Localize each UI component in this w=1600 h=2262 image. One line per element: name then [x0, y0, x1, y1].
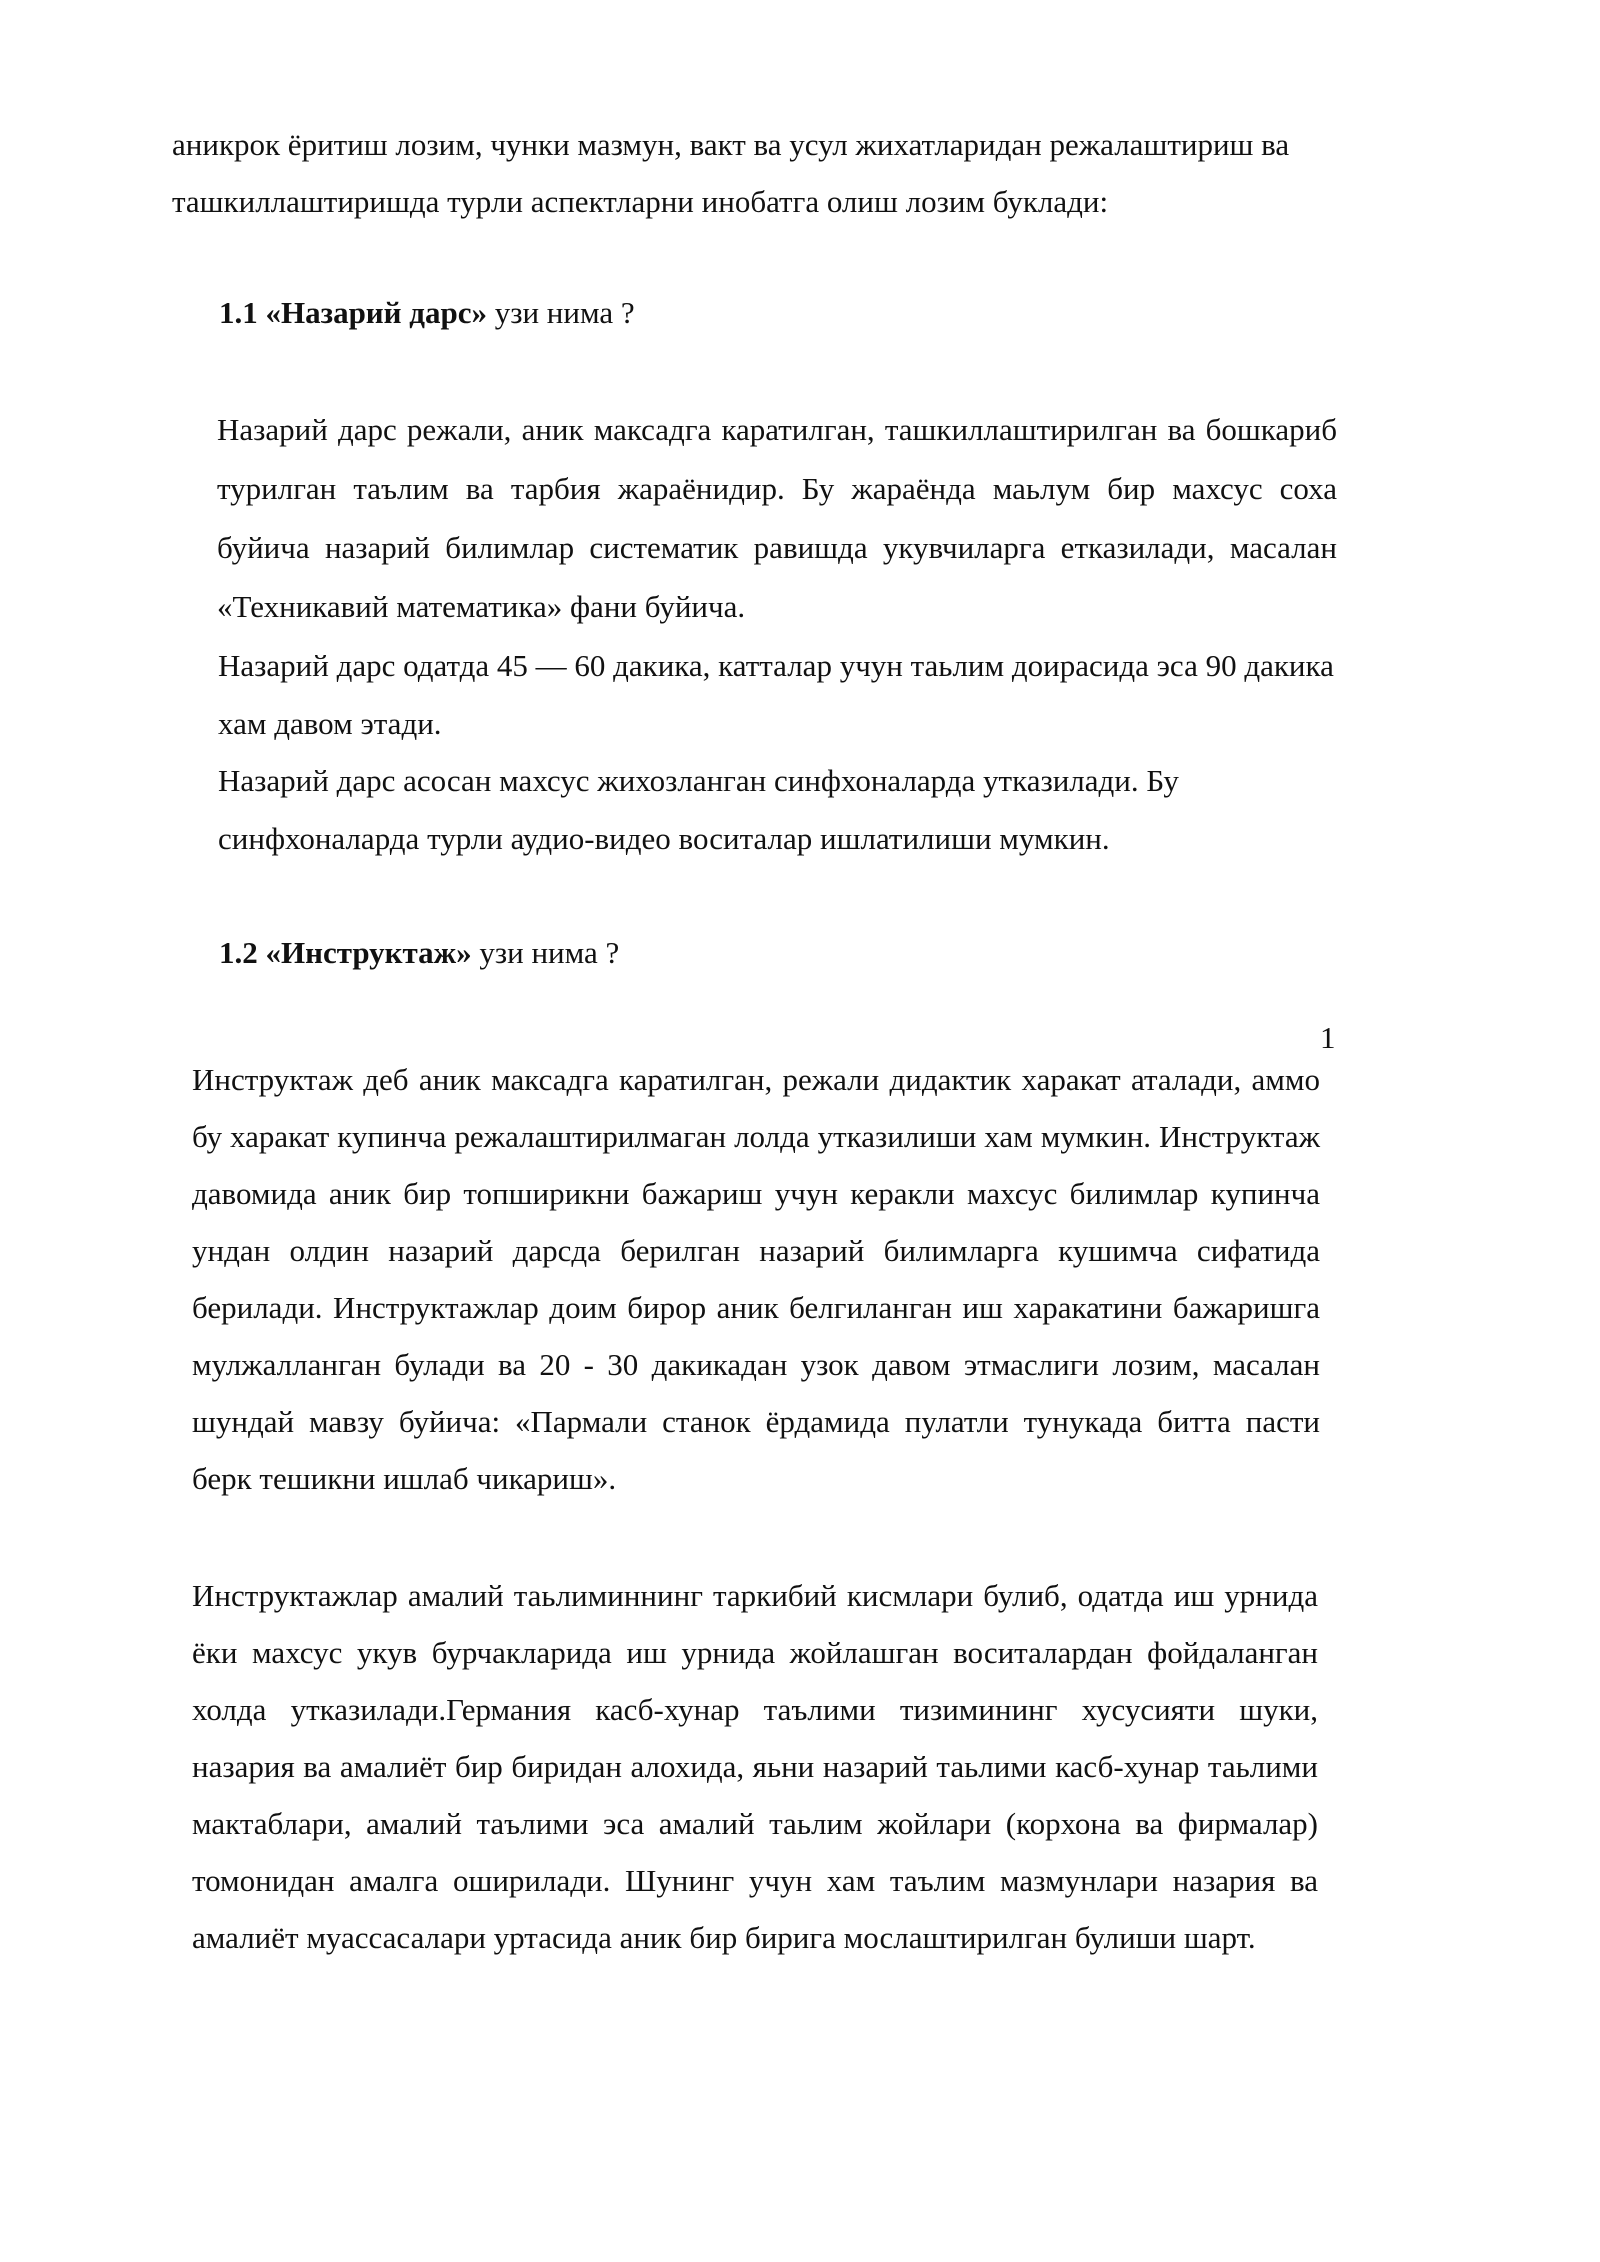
section-heading-1-2 — [219, 933, 1319, 973]
section-heading-1-1 — [219, 293, 1319, 333]
page-number: 1 — [1320, 1020, 1336, 1055]
section-heading-1-1-rest: узи нима ? — [486, 295, 635, 330]
intro-paragraph: аникрок ёритиш лозим, чунки мазмун, вакт ва усул жихатларидан режалаштириш ва ташкиллаштиришда турли аспектларни инобатга олиш лозим буклади: — [172, 127, 1290, 219]
section-1-1-paragraph-2: Назарий дарс одатда 45 — 60 дакика, катталар учун таьлим доирасида эса 90 дакика хам давом этади. — [218, 648, 1334, 741]
section-1-2-paragraph-1: Инструктаж деб аник максадга каратилган, режали дидактик харакат аталади, аммо бу харакат купинча режалаштирилмаган лолда утказилиши хам мумкин. Инструктаж давомида аник бир топширикни бажариш учун керакли махсус билимлар купинча ундан олдин назарий дарсда берилган назарий билимларга кушимча сифатида берилади. Инструктажлар доим бирор аник белгиланган иш харакатини бажаришга мулжалланган булади ва 20 - 30 дакикадан узок давом этмаслиги лозим, масалан шундай мавзу буйича: «Пармали станок ёрдамида пулатли тунукада битта пасти берк тешикни ишлаб чикариш». — [192, 1062, 1320, 1496]
section-heading-1-2-rest: узи нима ? — [471, 935, 620, 970]
section-1-1-paragraph-3: Назарий дарс асосан махсус жихозланган синфхоналарда утказилади. Бу синфхоналарда турли аудио-видео воситалар ишлатилиши мумкин. — [218, 763, 1179, 856]
section-heading-1-2-bold: 1.2 «Инструктаж» — [219, 935, 472, 970]
section-heading-1-1-bold: 1.1 «Назарий дарс» — [219, 295, 487, 330]
section-1-2-paragraph-2: Инструктажлар амалий таьлиминнинг таркибий кисмлари булиб, одатда иш урнида ёки махсус укув бурчакларида иш урнида жойлашган воситалардан фойдаланган холда утказилади.Германия касб-хунар таълими тизимининг хусусияти шуки, назария ва амалиёт бир биридан алохида, яьни назарий таьлими касб-хунар таьлими мактаблари, амалий таълими эса амалий таьлим жойлари (корхона ва фирмалар) томонидан амалга оширилади. Шунинг учун хам таълим мазмунлари назария ва амалиёт муассасалари уртасида аник бир бирига мослаштирилган булиши шарт. — [192, 1578, 1318, 1955]
section-1-1-paragraph-1: Назарий дарс режали, аник максадга каратилган, ташкиллаштирилган ва бошкариб турилган таълим ва тарбия жараёнидир. Бу жараёнда маьлум бир махсус соха буйича назарий билимлар систематик равишда укувчиларга етказилади, масалан «Техникавий математика» фани буйича. — [217, 412, 1337, 624]
